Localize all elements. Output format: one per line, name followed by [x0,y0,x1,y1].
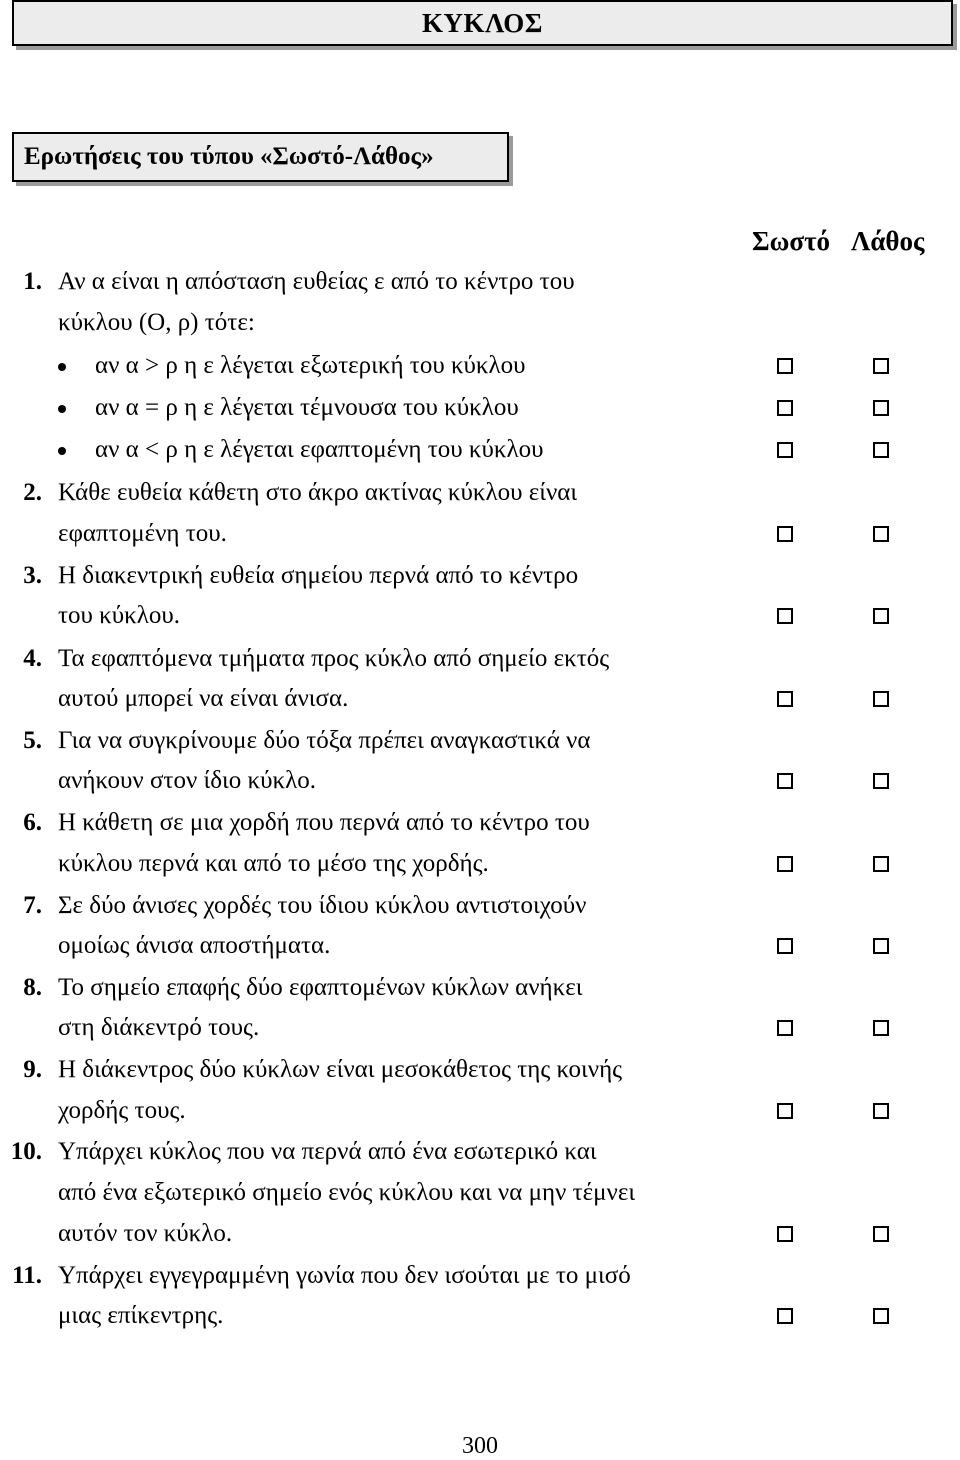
question-text: Για να συγκρίνουμε δύο τόξα πρέπει αναγκαστικά να [58,727,591,754]
question-text: Υπάρχει εγγεγραμμένη γωνία που δεν ισούται με το μισό [58,1262,631,1289]
question-text: Σε δύο άνισες χορδές του ίδιου κύκλου αντιστοιχούν [58,892,587,919]
checkbox-false[interactable] [873,1103,889,1119]
question-text: Το σημείο επαφής δύο εφαπτομένων κύκλων ανήκει [58,974,583,1001]
checkbox-false[interactable] [873,773,889,789]
question-number: 10. [10,1138,42,1165]
checkbox-true[interactable] [777,1226,793,1242]
page-title: ΚΥΚΛΟΣ [422,7,543,38]
checkbox-true[interactable] [777,358,793,374]
page-number: 300 [462,1433,498,1459]
question-text: ανήκουν στον ίδιο κύκλο. [58,767,316,794]
question-text: Η κάθετη σε μια χορδή που περνά από το κέντρο του [58,809,590,836]
checkbox-false[interactable] [873,1226,889,1242]
question-number: 1. [23,268,42,295]
question-number: 5. [23,727,42,754]
question-number: 4. [23,645,42,672]
checkbox-true[interactable] [777,608,793,624]
question-text: αυτού μπορεί να είναι άνισα. [58,685,349,712]
checkbox-false[interactable] [873,358,889,374]
checkbox-false[interactable] [873,691,889,707]
question-text: Υπάρχει κύκλος που να περνά από ένα εσωτερικό και [58,1138,597,1165]
title-box [12,0,953,46]
checkbox-true[interactable] [777,1103,793,1119]
question-text: στη διάκεντρό τους. [58,1014,260,1041]
checkbox-false[interactable] [873,856,889,872]
checkbox-true[interactable] [777,773,793,789]
checkbox-true[interactable] [777,1308,793,1324]
checkbox-false[interactable] [873,442,889,458]
question-text: εφαπτομένη του. [58,520,227,547]
bullet-icon [58,363,66,371]
checkbox-false[interactable] [873,938,889,954]
question-text: Η διάκεντρος δύο κύκλων είναι μεσοκάθετος της κοινής [58,1056,623,1083]
checkbox-true[interactable] [777,691,793,707]
column-header-false: Λάθος [851,226,925,256]
question-text: Κάθε ευθεία κάθετη στο άκρο ακτίνας κύκλου είναι [58,479,578,506]
question-number: 8. [23,974,42,1001]
question-number: 2. [23,479,42,506]
checkbox-false[interactable] [873,608,889,624]
bullet-text: αν α > ρ η ε λέγεται εξωτερική του κύκλου [95,352,526,379]
checkbox-true[interactable] [777,442,793,458]
question-number: 6. [23,809,42,836]
bullet-text: αν α < ρ η ε λέγεται εφαπτομένη του κύκλου [95,436,544,463]
checkbox-true[interactable] [777,400,793,416]
question-number: 3. [23,562,42,589]
bullet-icon [58,447,66,455]
bullet-icon [58,405,66,413]
question-number: 11. [12,1262,42,1289]
question-text: Η διακεντρική ευθεία σημείου περνά από το κέντρο [58,562,579,589]
section-title-box [12,132,509,182]
question-text: του κύκλου. [58,602,180,629]
question-text: ομοίως άνισα αποστήματα. [58,932,331,959]
column-header-true: Σωστό [752,226,831,256]
question-text: αυτόν τον κύκλο. [58,1220,233,1247]
checkbox-true[interactable] [777,526,793,542]
checkbox-true[interactable] [777,938,793,954]
question-text: Τα εφαπτόμενα τμήματα προς κύκλο από σημείο εκτός [58,645,610,672]
checkbox-true[interactable] [777,1020,793,1036]
checkbox-false[interactable] [873,400,889,416]
checkbox-true[interactable] [777,856,793,872]
question-text: κύκλου (Ο, ρ) τότε: [58,309,255,336]
bullet-text: αν α = ρ η ε λέγεται τέμνουσα του κύκλου [95,394,519,421]
question-text: Αν α είναι η απόσταση ευθείας ε από το κέντρο του [58,268,575,295]
question-text: μιας επίκεντρης. [58,1302,224,1329]
checkbox-false[interactable] [873,1020,889,1036]
section-title: Ερωτήσεις του τύπου «Σωστό-Λάθος» [24,143,434,170]
question-number: 7. [23,892,42,919]
question-text: χορδής τους. [58,1097,186,1124]
checkbox-false[interactable] [873,1308,889,1324]
question-number: 9. [23,1056,42,1083]
question-text: κύκλου περνά και από το μέσο της χορδής. [58,850,489,877]
question-text: από ένα εξωτερικό σημείο ενός κύκλου και να μην τέμνει [58,1179,636,1206]
checkbox-false[interactable] [873,526,889,542]
